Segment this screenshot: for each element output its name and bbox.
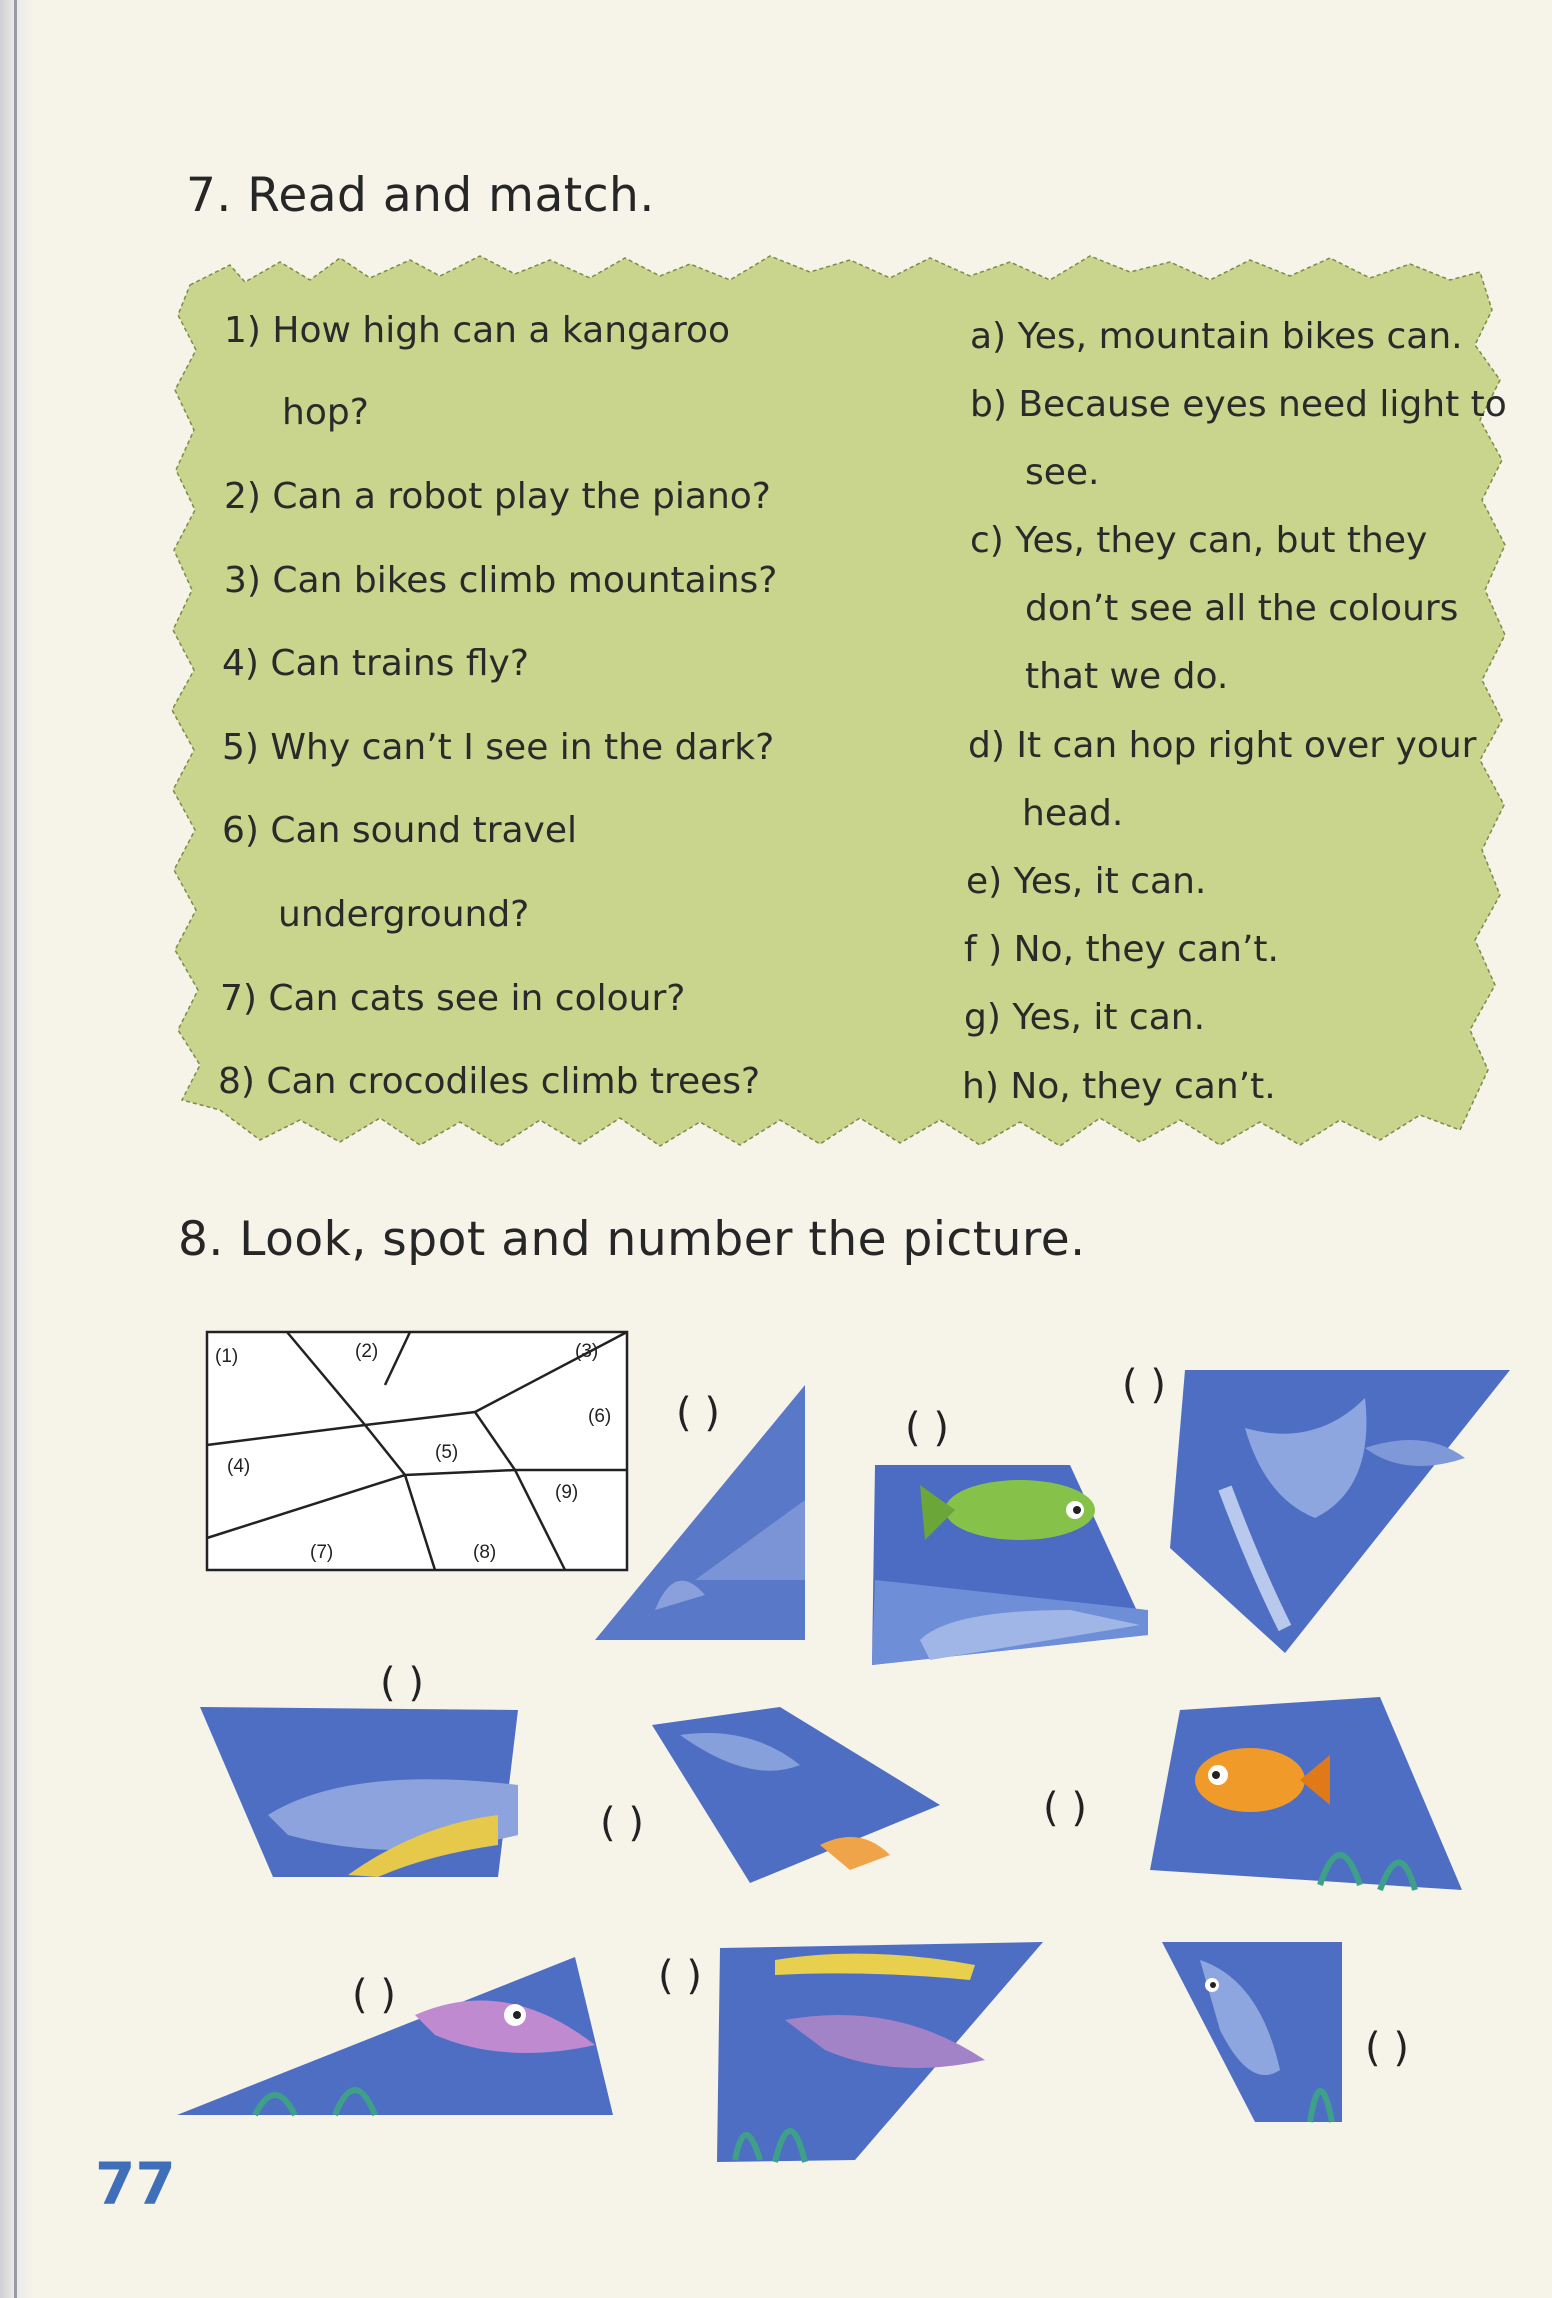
answer-c: c) Yes, they can, but they [970, 520, 1428, 561]
puzzle-piece-orange-fish [1140, 1695, 1465, 1895]
grid-label-1: (1) [215, 1346, 239, 1367]
exercise-8-title: 8. Look, spot and number the picture. [178, 1212, 1086, 1267]
answer-c-cont-2: that we do. [1025, 656, 1229, 697]
puzzle-piece-dolphin-tail [1165, 1368, 1515, 1658]
puzzle-key-diagram [205, 1330, 640, 1575]
page-number: 77 [95, 2150, 176, 2218]
question-1: 1) How high can a kangaroo [224, 310, 730, 351]
blank-7[interactable]: ( ) [352, 1972, 396, 2018]
question-3: 3) Can bikes climb mountains? [224, 560, 778, 601]
question-2: 2) Can a robot play the piano? [224, 476, 771, 517]
book-spine [0, 0, 34, 2298]
puzzle-piece-tail-mix [650, 1705, 940, 1885]
answer-d-cont: head. [1022, 793, 1124, 834]
question-6-cont: underground? [278, 894, 530, 935]
grid-label-7: (7) [310, 1542, 334, 1563]
blank-3[interactable]: ( ) [1122, 1362, 1166, 1408]
blank-4[interactable]: ( ) [380, 1660, 424, 1706]
grid-label-3: (3) [575, 1341, 599, 1362]
question-4: 4) Can trains fly? [222, 643, 529, 684]
question-1-cont: hop? [282, 392, 369, 433]
exercise-7-title: 7. Read and match. [186, 168, 655, 223]
puzzle-piece-green-fish [870, 1460, 1150, 1670]
answer-c-cont-1: don’t see all the colours [1025, 588, 1459, 629]
blank-2[interactable]: ( ) [905, 1405, 949, 1451]
blank-5[interactable]: ( ) [600, 1800, 644, 1846]
answer-b: b) Because eyes need light to [970, 384, 1507, 425]
answer-g: g) Yes, it can. [964, 997, 1206, 1038]
puzzle-piece-purple-dolphin [715, 1940, 1045, 2165]
grid-label-5: (5) [435, 1442, 459, 1463]
blank-9[interactable]: ( ) [1365, 2025, 1409, 2071]
answer-b-cont: see. [1025, 452, 1100, 493]
grid-label-2: (2) [355, 1341, 379, 1362]
answer-d: d) It can hop right over your [968, 725, 1477, 766]
answer-h: h) No, they can’t. [962, 1066, 1276, 1107]
answer-e: e) Yes, it can. [966, 861, 1207, 902]
grid-label-4: (4) [227, 1456, 251, 1477]
answer-f: f ) No, they can’t. [964, 929, 1279, 970]
blank-6[interactable]: ( ) [1043, 1785, 1087, 1831]
question-6: 6) Can sound travel [222, 810, 578, 851]
question-7: 7) Can cats see in colour? [220, 978, 686, 1019]
puzzle-piece-purple-shark [175, 1955, 615, 2117]
blank-8[interactable]: ( ) [658, 1953, 702, 1999]
question-5: 5) Why can’t I see in the dark? [222, 727, 775, 768]
puzzle-piece-shark-body [198, 1705, 520, 1880]
question-8: 8) Can crocodiles climb trees? [218, 1061, 761, 1102]
grid-label-9: (9) [555, 1482, 579, 1503]
grid-label-6: (6) [588, 1406, 612, 1427]
grid-label-8: (8) [473, 1542, 497, 1563]
answer-a: a) Yes, mountain bikes can. [970, 316, 1463, 357]
blank-1[interactable]: ( ) [676, 1390, 720, 1436]
puzzle-piece-dolphin-head [1160, 1940, 1345, 2125]
